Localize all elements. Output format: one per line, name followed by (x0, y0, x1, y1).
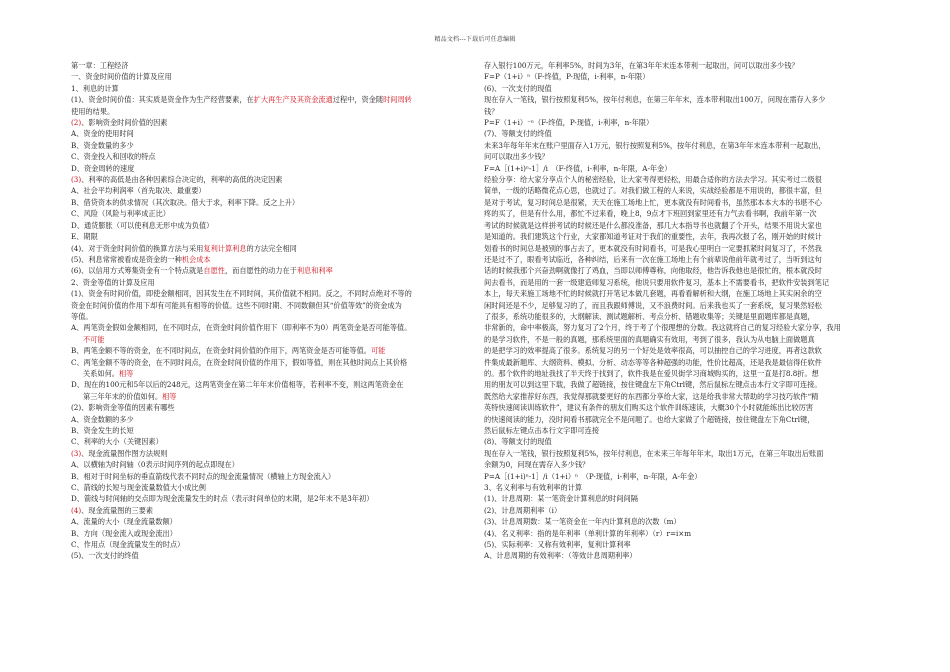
text-line: 间去看书，而是用的一套一级建造师复习系统，他说只要用软件复习，基本上不需要看书，把软件安装到笔记 (484, 277, 830, 287)
text-line: 件集成最新题库、大纲资料、模拟、分析、动态等等各种超强的功能，性价比超高，还是我是最信得任软件 (484, 357, 822, 367)
text-line: 资金在时间价值的作用下却有可能具有相等的价值。这些不同时期、不同数额但其“价值等效”的资金成为 (71, 300, 402, 310)
text-line: 划看书的时间总是被别的事占去了，更本就没有时间看书，可是我心里明白一定要抓紧时间复习了，不然我 (484, 243, 822, 253)
text-line: 现在存入一笔钱，银行按照复利5%，按年付利息，在未来三年每年年末，取出1万元，在第三年取出后账面 (484, 448, 824, 458)
text-line (71, 345, 466, 356)
text-line: (4)、名义利率：指的是年利率（单利计算的年利率）（r）r=i×m (484, 528, 692, 538)
text-line: B、相对于时间坐标的垂直箭线代表不同时点的现金流量情况（横轴上方现金流入） (71, 471, 336, 481)
text-line: 1、利息的计算 (71, 83, 119, 93)
text-line: 钱？ (484, 106, 499, 116)
text-span: (5)、利息常常被看成是资金的一种 (71, 254, 182, 264)
text-line: (8)、等额支付的现值 (484, 437, 552, 447)
text-line: 用的朋友可以到这里下载，我做了超链接，按住键盘左下角Ctrl键，然后鼠标左键点击本行文字即可连接。 (484, 380, 822, 390)
text-line: A、两笔资金假如金额相同，在不同时点，在资金时间价值作用下（即利率不为0）两笔资金是否可能等值。 (71, 323, 412, 333)
text-line: 等值。 (71, 311, 93, 321)
text-line: 的是学习软件，不是一般的真题，那系统里面的真题确实有效用，考到了很多，我认为从电脑上面做题真 (484, 334, 815, 344)
text-span: 过程中，资金随 (332, 95, 384, 105)
text-line: F=P（1+i）ⁿ（F-终值，P-现值，i-利率，n-年限） (484, 72, 650, 82)
highlight-text: 复利计算利息 (203, 243, 247, 253)
text-line: (1)、资金有时间价值，即使金额相同，因其发生在不同时间，其价值就不相同。反之，不同时点绝对不等的 (71, 289, 412, 299)
text-line: C、作用点（现金流量发生的时点） (71, 540, 185, 550)
text-line: A、以横轴为时间轴（0表示时间序列的起点即现在） (71, 460, 239, 470)
text-line: (3)、计息周期数：某一笔资金在一年内计算利息的次数（m） (484, 517, 681, 527)
text-line: B、借贷资本的供求情况（其次取决。借大于求，利率下降。反之上升） (71, 197, 300, 207)
highlight-text: 自愿性 (203, 266, 225, 276)
text-line: D、现在的100元和5年以后的248元，这两笔资金在第二年年末价值相等，若利率不变，则这两笔资金在 (71, 380, 404, 390)
text-span: B、两笔金额不等的资金，在不同时间点，在资金时间价值的作用下，两笔资金是否可能等值。 (71, 346, 371, 356)
text-line: 还是过不了，眼看考试临近，各种纠结，后来有一次在施工场地上有个前辈说他前年就考过了，当听到这句 (484, 254, 822, 264)
highlight-text: 扩大再生产及其资金流通 (253, 95, 333, 105)
text-line: A、社会平均利润率（首先取决、最重要） (71, 186, 206, 196)
left-column (71, 60, 466, 562)
text-line: 的。那个软件的地址我找了半天终于找到了，软件我是在爱贝街学习商城购买的，这里一直是打8.8折。想 (484, 368, 819, 378)
text-line: 经验分享：给大家分享点个人的秘密经验，让大家考得更轻松，用最合适你的方法去学习。其实考过二级很 (484, 175, 822, 185)
text-line (71, 391, 466, 402)
text-line: P=A［(1+i)ⁿ-1］/i（1+i）ⁿ （P-现值，i-利率，n-年限，A-年金） (484, 471, 702, 481)
text-line (71, 254, 466, 265)
text-line: 第一章：工程经济 (71, 61, 129, 70)
text-line: 一、资金时间价值的计算及应用 (71, 72, 172, 82)
text-line: 简单，一级的话略微花点心思，也就过了。对我们做工程的人来说，实战经验都是不用说的，都很丰富，但 (484, 186, 822, 196)
highlight-text: 机会成本 (181, 254, 211, 264)
text-span: (6)、以信用方式筹集资金有一个特点就是 (71, 266, 204, 276)
text-line: 非常新的，命中率极高，努力复习了2个月，终于考了个很理想的分数。我这就将自己的复习经验大家分享，我用 (484, 323, 841, 333)
text-span: ，而自愿性的动力在于 (224, 266, 297, 276)
text-line: (2)、影响资金等值的因素有哪些 (71, 403, 175, 413)
text-line: (7)、等额支付的终值 (484, 129, 552, 139)
text-span: (1)、资金时间价值：其实质是资金作为生产经营要素，在 (71, 95, 254, 105)
text-line: (6)、一次支付的现值 (484, 83, 552, 93)
text-line: 现在存入一笔钱，银行按照复利5%，按年付利息，在第三年年末，连本带利取出100万，问现在需存入多少 (484, 95, 826, 105)
right-column (484, 60, 884, 562)
text-line: C、两笔金额不等的资金，在不同时间点，在资金时间价值的作用下，假如等值，则在其他时间点上其价格 (71, 357, 408, 367)
text-line: 未来3年每年年末在账户里面存入1万元，银行按照复利5%，按年付利息，在第3年年末连本带利一起取出， (484, 140, 826, 150)
text-line (71, 368, 466, 379)
text-line: D、箭线与时间轴的交点即为现金流量发生的时点（表示时间单位的末期，是2年末不是3年初） (71, 494, 374, 504)
highlight-text: 利息和利率 (296, 266, 333, 276)
text-line: 是知道的。我们建筑这个行业，大家都知道考证对于我们的重要性，去年，我再次报了名，刚开始的时候计 (484, 232, 822, 242)
highlight-text: 相等 (162, 391, 177, 401)
text-span: 、利率的高低是由各种因素综合决定的，利率的高低的决定因素 (81, 175, 283, 185)
text-line: C、风险（风险与利率成正比） (71, 209, 170, 219)
page-header: 精品文档---下载后可任意编辑 (434, 36, 516, 43)
text-line: 使用的结果。 (71, 106, 115, 116)
text-line: 既然给大家推荐好东西，我觉得那就要更好的东西都分享给大家，这是给我非常大帮助的学习技巧软件“精 (484, 391, 819, 401)
text-line: D、资金周转的速度 (71, 163, 135, 173)
text-span: 第三年年末的价值如何。 (83, 391, 163, 401)
text-line (71, 94, 466, 105)
text-line: 的快速阅读的能力，没时间看书那就完全不是问题了。也给大家做了个超链接，按住键盘左下角Ctrl键， (484, 414, 815, 424)
text-line: 是对于考试，复习时间总是很紧，天天在施工场地上忙，更本就没有时间看书，虽然那本本大本的书堪不心 (484, 197, 822, 207)
text-line: B、资金数量的多少 (71, 140, 134, 150)
text-line: 存入银行100万元，年利率5%，时间为3年，在第3年年末连本带利一起取出，问可以取出多少钱？ (484, 61, 799, 70)
highlight-text: (3) (71, 175, 82, 185)
text-span: 关系如何。 (83, 368, 119, 378)
text-line: A、资金的使用时间 (71, 129, 134, 139)
text-line: (2)、计息周期利率（i） (484, 505, 562, 515)
text-line (71, 448, 466, 459)
text-span: 、现金流量图作图方法规则 (81, 448, 168, 458)
text-line: (5)、实际利率：又称有效利率，复利计算利率 (484, 540, 631, 550)
text-line: A、计息周期的有效利率：（等效计息周期利率） (484, 551, 637, 561)
text-line: 3、名义利率与有效利率的计算 (484, 483, 583, 493)
text-line: 考试的时候就是这样拼考试的时候还是什么都没准备，那几大本指导书也就翻了个开头，结果不用说大家也 (484, 220, 822, 230)
text-line: 了很多，系统功能很多的，大纲解读、测试题解析、考点分析、错题收集等；关键是里面题库都是真题， (484, 311, 815, 321)
text-line: C、利率的大小（关键因素） (71, 437, 163, 447)
text-line: A、资金数额的多少 (71, 414, 134, 424)
text-line: 疼的买了，但是有什么用，都忙不过来看，晚上8，9点才下班回到家里还有力气去看书啊，我前年第一次 (484, 209, 817, 219)
text-line: P=F（1+i）⁻ⁿ（F-终值，P-现值，i-利率，n-年限） (484, 118, 654, 128)
text-line: B、资金发生的长短 (71, 426, 134, 435)
highlight-text: 时间周转 (383, 95, 412, 105)
text-line: A、流量的大小（现金流量数额） (71, 517, 177, 527)
text-line: F=A［(1+i)ⁿ-1］/i （F-终值，i-利率，n-年限，A-年金） (484, 163, 672, 173)
text-line: 本上，每天来施工场地不忙的时候就打开笔记本做几套题，再看看解析和大纲，在施工场地上其实闲余的空 (484, 289, 822, 299)
text-line: C、资金投入和回收的特点 (71, 152, 156, 162)
text-line: 英特快速阅读训练软件”，建议有条件的朋友们购买这个软件训练速读，大概30个小时就能练出比较厉害 (484, 403, 814, 413)
text-line (71, 265, 466, 276)
text-line: 闲时间还是不少，足够复习的了，而且我跟师傅说，又不浪费时间。后来我也买了一套系统，复习果然轻松 (484, 300, 822, 310)
text-line: 话的时候我那个兴奋劲啊就像打了鸡血，当即以师傅尊称，向他取经，他告诉我他也是很忙的，根本就没时 (484, 266, 822, 276)
highlight-text: (3) (71, 448, 82, 458)
text-span: 的方法完全相同 (246, 243, 297, 253)
text-span: (4)、对于资金时间价值的换算方法与采用 (71, 243, 204, 253)
text-line: (1)、计息周期：某一笔资金计算利息的时间间隔 (484, 494, 638, 504)
text-line (71, 174, 466, 185)
text-line (71, 243, 466, 254)
highlight-text: 可能 (370, 346, 386, 356)
text-line: B、方向（现金流入或现金流出） (71, 528, 177, 538)
text-line: 余额为0，问现在需存入多少钱？ (484, 460, 590, 470)
text-line (71, 117, 466, 128)
highlight-text: 相等 (118, 368, 134, 378)
text-line: 然后鼠标左键点击本行文字即可连接 (484, 426, 600, 435)
text-line (71, 505, 466, 516)
highlight-text: (2) (71, 118, 82, 128)
text-span: 、影响资金时间价值的因素 (81, 118, 168, 128)
text-line: D、通货膨胀（可以使利息无形中成为负值） (71, 220, 214, 230)
text-line: C、箭线的长短与现金流量数值大小成比例 (71, 483, 206, 493)
text-line: (5)、一次支付的终值 (71, 551, 139, 561)
text-line: 不可能 (83, 334, 105, 344)
text-line: 的是把学习的效率提高了很多。系统复习的另一个好处是效率很高，可以抽控自己的学习进度，再者这款软 (484, 346, 822, 356)
text-line: 2、资金等值的计算及应用 (71, 277, 155, 287)
text-line: 问可以取出多少钱？ (484, 152, 549, 162)
text-line: E、期限 (71, 232, 98, 242)
text-span: 、现金流量图的三要素 (81, 505, 154, 515)
highlight-text: (4) (71, 505, 82, 515)
